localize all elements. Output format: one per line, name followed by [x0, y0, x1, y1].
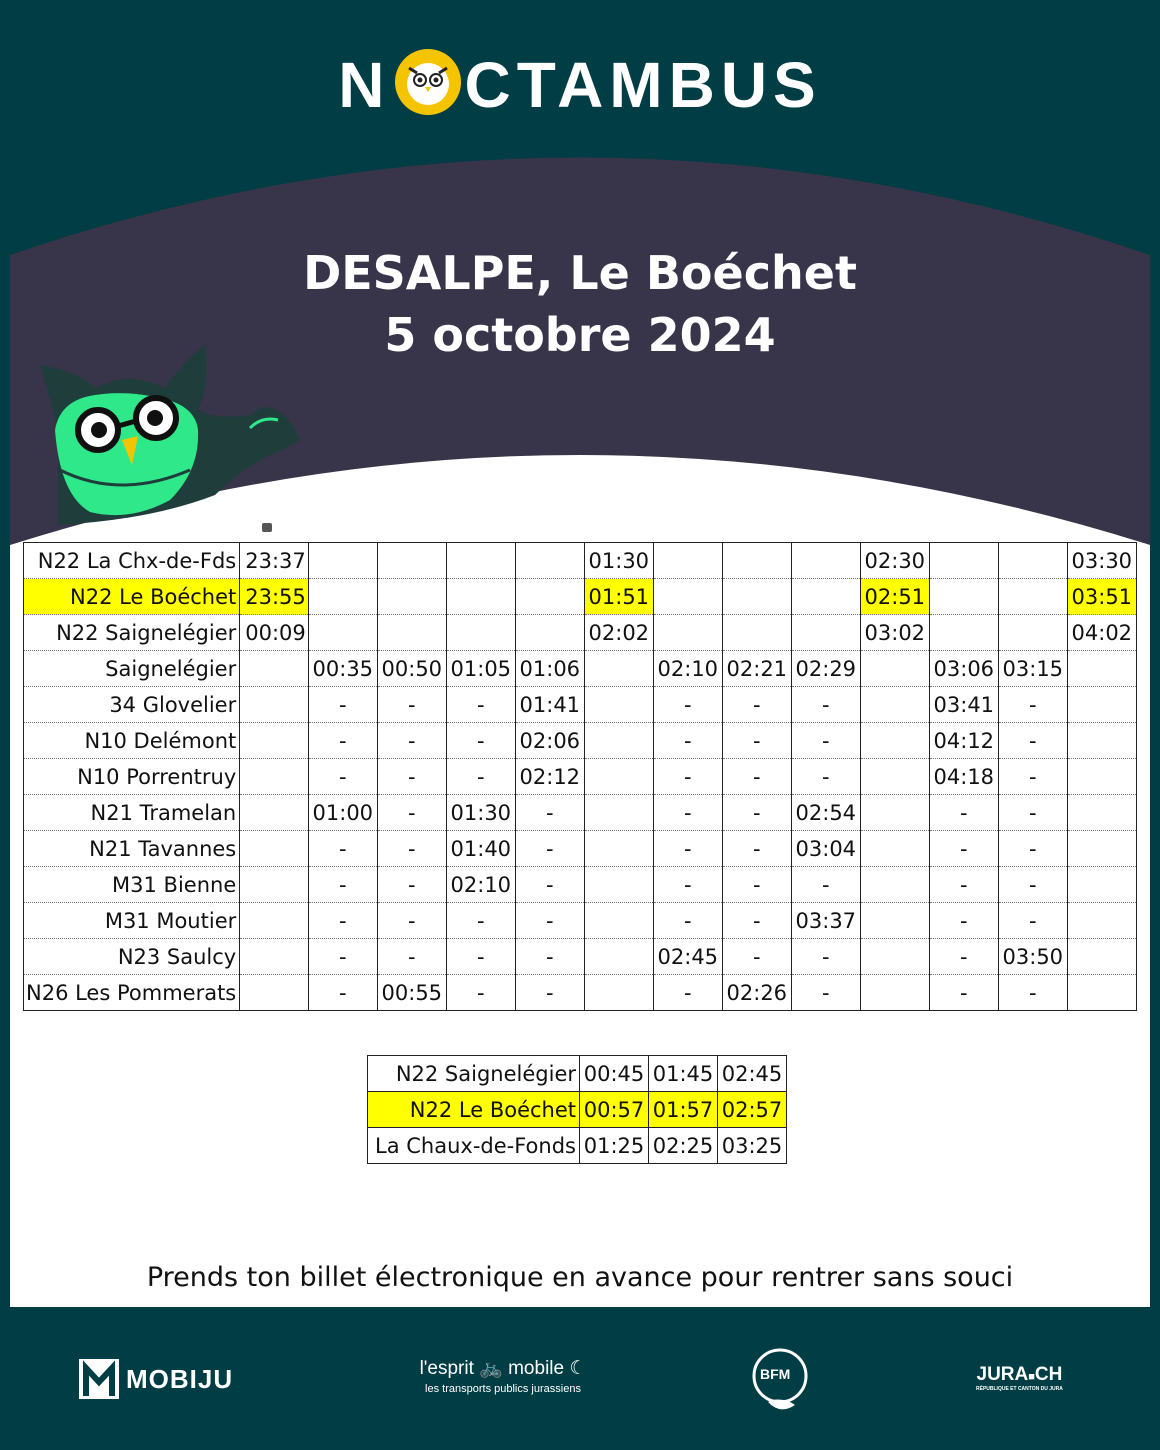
- departure-time: 03:04: [791, 831, 860, 867]
- departure-time: -: [653, 759, 722, 795]
- departure-time: [860, 651, 929, 687]
- departure-time: -: [929, 831, 998, 867]
- esprit-mobile-logo: [408, 1356, 598, 1395]
- stop-name: N10 Delémont: [24, 723, 240, 759]
- departure-time: 02:51: [860, 579, 929, 615]
- departure-time: 23:37: [240, 543, 309, 579]
- departure-time: -: [653, 687, 722, 723]
- departure-time: 23:55: [240, 579, 309, 615]
- jura-crest-icon: ■: [1028, 1371, 1035, 1383]
- departure-time: [240, 831, 309, 867]
- esprit-text: l'esprit: [419, 1358, 474, 1379]
- departure-time: [584, 975, 653, 1011]
- departure-time: [240, 759, 309, 795]
- departure-time: [240, 939, 309, 975]
- departure-time: [722, 615, 791, 651]
- departure-time: 01:45: [649, 1056, 718, 1092]
- departure-time: [446, 543, 515, 579]
- departure-time: 02:06: [515, 723, 584, 759]
- departure-time: [1067, 831, 1136, 867]
- departure-time: 01:40: [446, 831, 515, 867]
- departure-time: -: [722, 831, 791, 867]
- brand-text-left: N: [338, 49, 391, 121]
- departure-time: 00:55: [377, 975, 446, 1011]
- timetable-row: [24, 759, 1137, 795]
- stop-name: N22 Le Boéchet: [368, 1092, 580, 1128]
- departure-time: [791, 543, 860, 579]
- departure-time: [584, 903, 653, 939]
- departure-time: [722, 543, 791, 579]
- timetable-row: [24, 615, 1137, 651]
- departure-time: [240, 651, 309, 687]
- departure-time: [722, 579, 791, 615]
- departure-time: [998, 579, 1067, 615]
- departure-time: -: [653, 975, 722, 1011]
- departure-time: [584, 831, 653, 867]
- stop-name: N23 Saulcy: [24, 939, 240, 975]
- departure-time: 02:45: [718, 1056, 787, 1092]
- departure-time: -: [308, 687, 377, 723]
- departure-time: -: [515, 867, 584, 903]
- departure-time: -: [308, 867, 377, 903]
- departure-time: [240, 867, 309, 903]
- stop-name: N21 Tavannes: [24, 831, 240, 867]
- departure-time: [377, 579, 446, 615]
- departure-time: -: [791, 759, 860, 795]
- departure-time: [1067, 759, 1136, 795]
- departure-time: [584, 939, 653, 975]
- timetable-row: [24, 975, 1137, 1011]
- slogan: Prends ton billet électronique en avance pour rentrer sans souci: [146, 1262, 1014, 1293]
- bicycle-icon: 🚲: [479, 1358, 503, 1379]
- departure-time: [240, 903, 309, 939]
- departure-time: -: [998, 867, 1067, 903]
- departure-time: -: [446, 759, 515, 795]
- departure-time: -: [653, 723, 722, 759]
- departure-time: 02:10: [446, 867, 515, 903]
- departure-time: [240, 723, 309, 759]
- departure-time: 01:25: [580, 1128, 649, 1164]
- departure-time: -: [998, 759, 1067, 795]
- departure-time: [1067, 795, 1136, 831]
- departure-time: 04:12: [929, 723, 998, 759]
- departure-time: 00:09: [240, 615, 309, 651]
- departure-time: -: [515, 795, 584, 831]
- departure-time: -: [929, 939, 998, 975]
- departure-time: -: [377, 687, 446, 723]
- departure-time: 03:02: [860, 615, 929, 651]
- departure-time: [584, 867, 653, 903]
- departure-time: -: [515, 903, 584, 939]
- departure-time: -: [377, 939, 446, 975]
- departure-time: -: [308, 831, 377, 867]
- stop-name: N21 Tramelan: [24, 795, 240, 831]
- departure-time: [929, 615, 998, 651]
- mobile-text: mobile: [508, 1358, 565, 1379]
- departure-time: [240, 975, 309, 1011]
- departure-time: -: [377, 831, 446, 867]
- departure-time: [1067, 723, 1136, 759]
- departure-time: -: [929, 795, 998, 831]
- departure-time: [791, 579, 860, 615]
- departure-time: -: [998, 795, 1067, 831]
- departure-time: [584, 687, 653, 723]
- departure-time: [584, 723, 653, 759]
- departure-time: [1067, 903, 1136, 939]
- timetable-row: [24, 831, 1137, 867]
- departure-time: [1067, 939, 1136, 975]
- departure-time: [929, 579, 998, 615]
- departure-time: 00:45: [580, 1056, 649, 1092]
- departure-time: -: [722, 939, 791, 975]
- departure-time: 01:30: [446, 795, 515, 831]
- departure-time: -: [929, 903, 998, 939]
- stop-name: N26 Les Pommerats: [24, 975, 240, 1011]
- stop-name: N22 Saignelégier: [368, 1056, 580, 1092]
- main-timetable: [23, 542, 1137, 1011]
- departure-time: [929, 543, 998, 579]
- departure-time: [446, 615, 515, 651]
- departure-time: 02:02: [584, 615, 653, 651]
- departure-time: -: [308, 975, 377, 1011]
- departure-time: 01:41: [515, 687, 584, 723]
- event-date: 5 octobre 2024: [384, 308, 776, 362]
- departure-time: 01:51: [584, 579, 653, 615]
- bus-icon: [262, 523, 272, 532]
- departure-time: -: [308, 939, 377, 975]
- departure-time: -: [308, 723, 377, 759]
- departure-time: 03:50: [998, 939, 1067, 975]
- stop-name: Saignelégier: [24, 651, 240, 687]
- departure-time: [308, 615, 377, 651]
- departure-time: [653, 543, 722, 579]
- stop-name: M31 Bienne: [24, 867, 240, 903]
- departure-time: -: [722, 723, 791, 759]
- departure-time: -: [722, 795, 791, 831]
- departure-time: -: [446, 975, 515, 1011]
- departure-time: [653, 615, 722, 651]
- departure-time: 04:18: [929, 759, 998, 795]
- timetable-row: [24, 795, 1137, 831]
- departure-time: -: [791, 687, 860, 723]
- departure-time: -: [515, 831, 584, 867]
- departure-time: -: [653, 903, 722, 939]
- departure-time: 02:10: [653, 651, 722, 687]
- departure-time: [860, 687, 929, 723]
- departure-time: -: [722, 759, 791, 795]
- departure-time: [998, 543, 1067, 579]
- jura-subtitle: RÉPUBLIQUE ET CANTON DU JURA: [976, 1386, 1063, 1392]
- departure-time: [860, 939, 929, 975]
- stop-name: N22 Le Boéchet: [24, 579, 240, 615]
- departure-time: 02:26: [722, 975, 791, 1011]
- departure-time: -: [377, 723, 446, 759]
- stop-name: N22 Saignelégier: [24, 615, 240, 651]
- stop-name: La Chaux-de-Fonds: [368, 1128, 580, 1164]
- departure-time: [584, 651, 653, 687]
- departure-time: [515, 579, 584, 615]
- departure-time: -: [377, 903, 446, 939]
- departure-time: [1067, 651, 1136, 687]
- departure-time: 00:35: [308, 651, 377, 687]
- departure-time: 03:37: [791, 903, 860, 939]
- owl-logo-icon: [395, 49, 461, 115]
- departure-time: -: [791, 867, 860, 903]
- departure-time: 02:12: [515, 759, 584, 795]
- timetable-row: [24, 939, 1137, 975]
- departure-time: -: [929, 867, 998, 903]
- departure-time: -: [308, 759, 377, 795]
- departure-time: [308, 579, 377, 615]
- stop-name: 34 Glovelier: [24, 687, 240, 723]
- mobiju-logo-mark: [79, 1359, 119, 1399]
- departure-time: [860, 867, 929, 903]
- departure-time: 03:15: [998, 651, 1067, 687]
- departure-time: 02:30: [860, 543, 929, 579]
- departure-time: -: [377, 759, 446, 795]
- stop-name: M31 Moutier: [24, 903, 240, 939]
- noctambus-logo: [0, 48, 1160, 122]
- departure-time: 03:25: [718, 1128, 787, 1164]
- departure-time: -: [446, 903, 515, 939]
- departure-time: -: [446, 939, 515, 975]
- timetable-row: [24, 867, 1137, 903]
- departure-time: [584, 795, 653, 831]
- stop-name: N22 La Chx-de-Fds: [24, 543, 240, 579]
- jura-logo: [976, 1364, 1063, 1392]
- departure-time: 02:57: [718, 1092, 787, 1128]
- timetable-row: [24, 543, 1137, 579]
- departure-time: 04:02: [1067, 615, 1136, 651]
- departure-time: -: [515, 975, 584, 1011]
- departure-time: -: [446, 687, 515, 723]
- departure-time: [515, 615, 584, 651]
- departure-time: 03:06: [929, 651, 998, 687]
- departure-time: -: [308, 903, 377, 939]
- departure-time: 03:30: [1067, 543, 1136, 579]
- departure-time: -: [722, 687, 791, 723]
- jura-text: JURA: [976, 1364, 1029, 1385]
- departure-time: 02:45: [653, 939, 722, 975]
- departure-time: [860, 723, 929, 759]
- departure-time: [240, 687, 309, 723]
- departure-time: [240, 795, 309, 831]
- mobiju-logo-text: MOBIJU: [126, 1364, 234, 1394]
- departure-time: 01:05: [446, 651, 515, 687]
- departure-time: 02:25: [649, 1128, 718, 1164]
- jura-ch-text: CH: [1034, 1364, 1063, 1385]
- timetable-row: [368, 1128, 787, 1164]
- event-title: DESALPE, Le Boéchet: [303, 246, 857, 300]
- departure-time: [584, 759, 653, 795]
- departure-time: -: [791, 939, 860, 975]
- departure-time: [860, 903, 929, 939]
- departure-time: 02:21: [722, 651, 791, 687]
- stop-name: N10 Porrentruy: [24, 759, 240, 795]
- departure-time: [377, 615, 446, 651]
- departure-time: [998, 615, 1067, 651]
- departure-time: -: [377, 867, 446, 903]
- departure-time: [308, 543, 377, 579]
- departure-time: -: [722, 903, 791, 939]
- departure-time: -: [998, 903, 1067, 939]
- departure-time: [791, 615, 860, 651]
- departure-time: -: [722, 867, 791, 903]
- timetable-row: [24, 723, 1137, 759]
- departure-time: [860, 831, 929, 867]
- departure-time: -: [377, 795, 446, 831]
- departure-time: [446, 579, 515, 615]
- departure-time: 01:57: [649, 1092, 718, 1128]
- departure-time: 00:57: [580, 1092, 649, 1128]
- departure-time: 02:54: [791, 795, 860, 831]
- departure-time: [860, 759, 929, 795]
- timetable-row: [368, 1056, 787, 1092]
- departure-time: -: [791, 723, 860, 759]
- departure-time: 01:06: [515, 651, 584, 687]
- departure-time: [1067, 975, 1136, 1011]
- departure-time: 01:00: [308, 795, 377, 831]
- departure-time: [860, 975, 929, 1011]
- departure-time: [1067, 687, 1136, 723]
- departure-time: [653, 579, 722, 615]
- departure-time: [515, 543, 584, 579]
- departure-time: [377, 543, 446, 579]
- departure-time: -: [653, 831, 722, 867]
- timetable-row: [24, 687, 1137, 723]
- return-timetable: [367, 1055, 787, 1164]
- departure-time: [860, 795, 929, 831]
- departure-time: -: [515, 939, 584, 975]
- departure-time: -: [791, 975, 860, 1011]
- departure-time: [1067, 867, 1136, 903]
- departure-time: 01:30: [584, 543, 653, 579]
- timetable-row: [24, 651, 1137, 687]
- departure-time: 02:29: [791, 651, 860, 687]
- bfm-logo-text: BFM: [760, 1366, 791, 1382]
- brand-text-right: CTAMBUS: [464, 49, 822, 121]
- departure-time: 03:41: [929, 687, 998, 723]
- esprit-tagline: les transports publics jurassiens: [425, 1383, 581, 1395]
- departure-time: 00:50: [377, 651, 446, 687]
- timetable-row: [24, 903, 1137, 939]
- moon-icon: ☾: [569, 1358, 587, 1379]
- departure-time: -: [998, 831, 1067, 867]
- departure-time: -: [653, 867, 722, 903]
- departure-time: -: [929, 975, 998, 1011]
- timetable-row: [368, 1092, 787, 1128]
- departure-time: -: [653, 795, 722, 831]
- timetable-row: [24, 579, 1137, 615]
- departure-time: -: [998, 687, 1067, 723]
- departure-time: -: [998, 975, 1067, 1011]
- departure-time: -: [998, 723, 1067, 759]
- departure-time: -: [446, 723, 515, 759]
- departure-time: 03:51: [1067, 579, 1136, 615]
